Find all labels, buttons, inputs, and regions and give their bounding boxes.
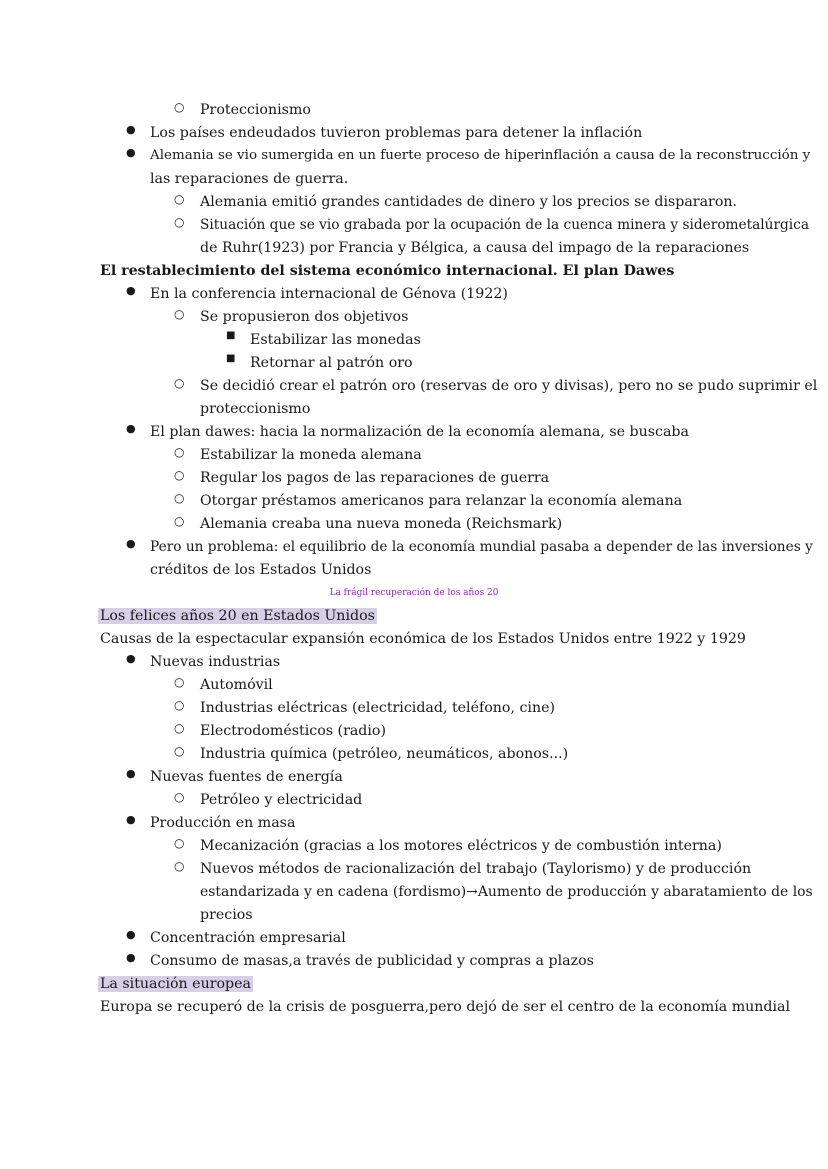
hollow-bullet-icon: ○ xyxy=(174,721,185,735)
hollow-bullet-icon: ○ xyxy=(174,859,185,873)
list-item: Pero un problema: el equilibrio de la economía mundial pasaba a depender de las inversiones y xyxy=(150,539,813,555)
list-item: Alemania emitió grandes cantidades de dinero y los precios se dispararon. xyxy=(200,194,738,210)
list-item-continuation: de Ruhr(1923) por Francia y Bélgica, a causa del impago de la reparaciones xyxy=(200,240,750,256)
list-item: Proteccionismo xyxy=(200,102,311,118)
hollow-bullet-icon: ○ xyxy=(174,100,185,114)
hollow-bullet-icon: ○ xyxy=(174,491,185,505)
filled-bullet-icon: ● xyxy=(126,537,136,550)
hollow-bullet-icon: ○ xyxy=(174,376,185,390)
hollow-bullet-icon: ○ xyxy=(174,468,185,482)
list-item: Mecanización (gracias a los motores eléctricos y de combustión interna) xyxy=(200,838,722,854)
list-item-continuation: precios xyxy=(200,907,253,923)
list-item-continuation: créditos de los Estados Unidos xyxy=(150,562,372,578)
list-item: Electrodomésticos (radio) xyxy=(200,723,387,739)
list-item-continuation: proteccionismo xyxy=(200,401,311,417)
highlighted-heading-text: La situación europea xyxy=(100,976,251,992)
section-heading: El restablecimiento del sistema económico internacional. El plan Dawes xyxy=(100,263,675,279)
filled-bullet-icon: ● xyxy=(126,928,136,941)
list-item: Se decidió crear el patrón oro (reservas de oro y divisas), pero no se pudo suprimir el xyxy=(200,378,818,394)
list-item: Automóvil xyxy=(200,677,273,693)
list-item: Alemania creaba una nueva moneda (Reichsmark) xyxy=(200,516,563,532)
filled-bullet-icon: ● xyxy=(126,767,136,780)
list-item: Industria química (petróleo, neumáticos, abonos...) xyxy=(200,746,569,762)
list-item: Situación que se vio grabada por la ocupación de la cuenca minera y siderometalúrgica xyxy=(200,217,810,233)
filled-bullet-icon: ● xyxy=(126,146,136,159)
list-item: Otorgar préstamos americanos para relanzar la economía alemana xyxy=(200,493,683,509)
hollow-bullet-icon: ○ xyxy=(174,790,185,804)
list-item: Nuevas fuentes de energía xyxy=(150,769,343,785)
list-item: Concentración empresarial xyxy=(150,930,346,946)
filled-bullet-icon: ● xyxy=(126,951,136,964)
filled-bullet-icon: ● xyxy=(126,284,136,297)
section-heading xyxy=(100,974,253,994)
chapter-title: La frágil recuperación de los años 20 xyxy=(329,588,499,598)
list-item: En la conferencia internacional de Génova (1922) xyxy=(150,286,508,302)
list-item: Industrias eléctricas (electricidad, teléfono, cine) xyxy=(200,700,556,716)
paragraph: Europa se recuperó de la crisis de posguerra,pero dejó de ser el centro de la economía mundial xyxy=(100,999,791,1015)
list-item: Estabilizar la moneda alemana xyxy=(200,447,422,463)
list-item: El plan dawes: hacia la normalización de la economía alemana, se buscaba xyxy=(150,424,689,440)
hollow-bullet-icon: ○ xyxy=(174,514,185,528)
hollow-bullet-icon: ○ xyxy=(174,698,185,712)
list-item-continuation: estandarizada y en cadena (fordismo)→Aumento de producción y abaratamiento de los xyxy=(200,884,813,900)
list-item-continuation: las reparaciones de guerra. xyxy=(150,171,349,187)
section-heading xyxy=(100,606,377,626)
filled-bullet-icon: ● xyxy=(126,652,136,665)
list-item: Petróleo y electricidad xyxy=(200,792,363,808)
filled-bullet-icon: ● xyxy=(126,422,136,435)
list-item: Regular los pagos de las reparaciones de guerra xyxy=(200,470,550,486)
list-item: Producción en masa xyxy=(150,815,296,831)
list-item: Se propusieron dos objetivos xyxy=(200,309,409,325)
list-item: Retornar al patrón oro xyxy=(250,355,413,371)
list-item: Consumo de masas,a través de publicidad y compras a plazos xyxy=(150,953,594,969)
hollow-bullet-icon: ○ xyxy=(174,445,185,459)
list-item: Nuevas industrias xyxy=(150,654,281,670)
hollow-bullet-icon: ○ xyxy=(174,307,185,321)
filled-bullet-icon: ● xyxy=(126,813,136,826)
list-item: Nuevos métodos de racionalización del trabajo (Taylorismo) y de producción xyxy=(200,861,752,877)
filled-bullet-icon: ● xyxy=(126,123,136,136)
square-bullet-icon: ■ xyxy=(226,353,236,364)
hollow-bullet-icon: ○ xyxy=(174,675,185,689)
list-item: Los países endeudados tuvieron problemas para detener la inflación xyxy=(150,125,643,141)
hollow-bullet-icon: ○ xyxy=(174,836,185,850)
hollow-bullet-icon: ○ xyxy=(174,744,185,758)
hollow-bullet-icon: ○ xyxy=(174,215,185,229)
hollow-bullet-icon: ○ xyxy=(174,192,185,206)
paragraph: Causas de la espectacular expansión económica de los Estados Unidos entre 1922 y 1929 xyxy=(100,631,746,647)
square-bullet-icon: ■ xyxy=(226,330,236,341)
list-item: Estabilizar las monedas xyxy=(250,332,421,348)
list-item: Alemania se vio sumergida en un fuerte proceso de hiperinflación a causa de la reconstrucción y xyxy=(150,148,811,163)
highlighted-heading-text: Los felices años 20 en Estados Unidos xyxy=(100,608,375,624)
